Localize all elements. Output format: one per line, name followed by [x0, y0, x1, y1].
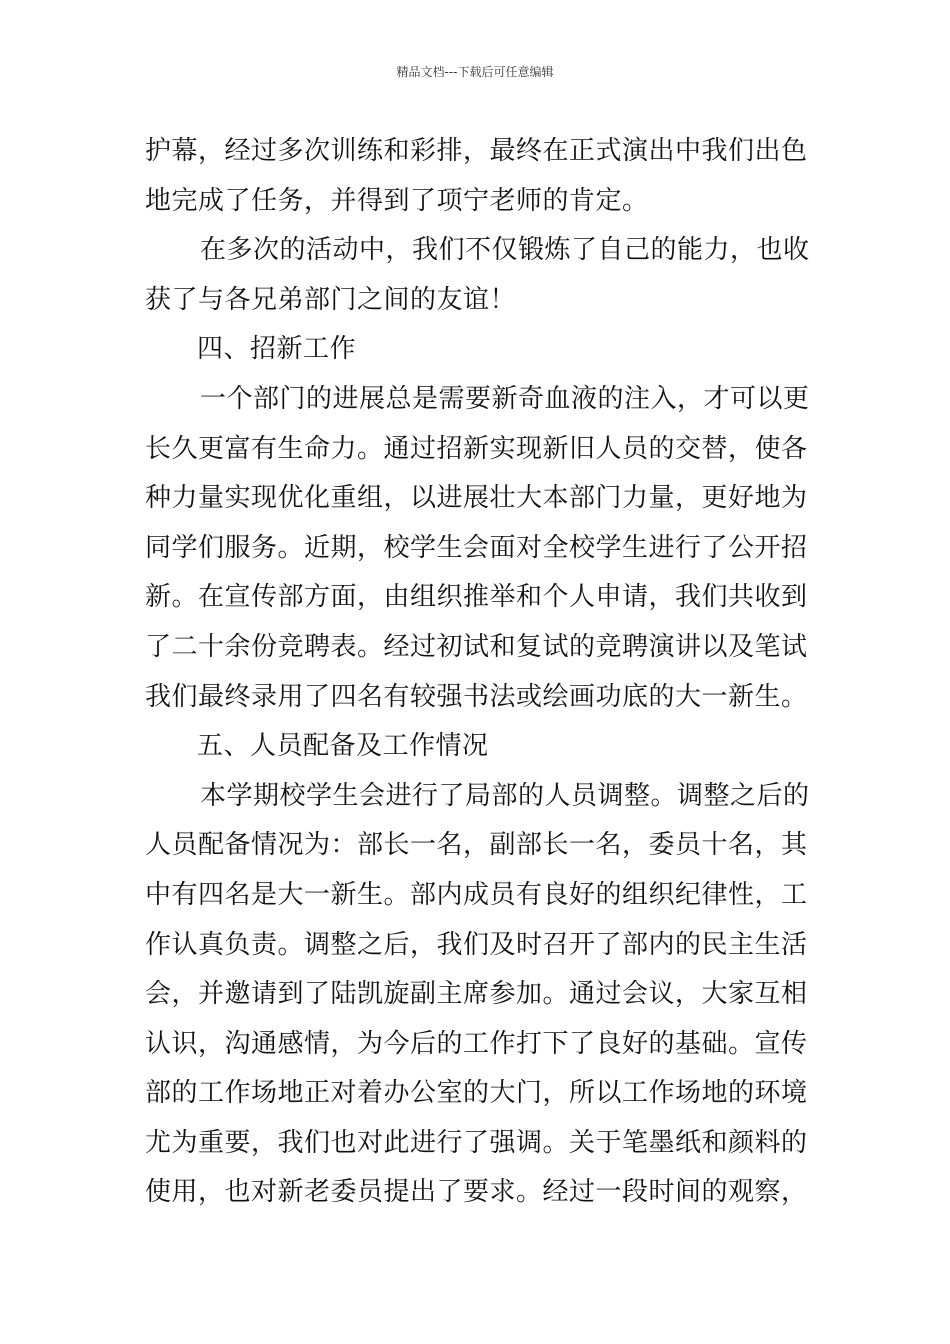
text-line: 会，并邀请到了陆凯旋副主席参加。通过会议，大家互相 — [145, 979, 808, 1010]
text-line: 使用，也对新老委员提出了要求。经过一段时间的观察， — [145, 1177, 808, 1208]
text-line: 作认真负责。调整之后，我们及时召开了部内的民主生活 — [145, 929, 808, 960]
text-line: 部的工作场地正对着办公室的大门，所以工作场地的环境 — [145, 1078, 808, 1109]
text-line: 中有四名是大一新生。部内成员有良好的组织纪律性，工 — [145, 879, 808, 910]
paragraph-start-line: 在多次的活动中，我们不仅锻炼了自己的能力，也收 — [200, 235, 810, 266]
text-line: 新。在宣传部方面，由组织推举和个人申请，我们共收到 — [145, 582, 808, 613]
paragraph-start-line: 本学期校学生会进行了局部的人员调整。调整之后的 — [200, 780, 810, 811]
paragraph-start-line: 一个部门的进展总是需要新奇血液的注入，才可以更 — [200, 383, 810, 414]
text-line: 获了与各兄弟部门之间的友谊！ — [145, 284, 517, 315]
page-header: 精品文档---下载后可任意编辑 — [396, 65, 554, 79]
text-line: 地完成了任务，并得到了项宁老师的肯定。 — [145, 185, 649, 216]
text-line: 尤为重要，我们也对此进行了强调。关于笔墨纸和颜料的 — [145, 1127, 808, 1158]
text-line: 护幕，经过多次训练和彩排，最终在正式演出中我们出色 — [145, 136, 808, 166]
text-line: 人员配备情况为：部长一名，副部长一名，委员十名，其 — [145, 830, 808, 861]
text-line: 我们最终录用了四名有较强书法或绘画功底的大一新生。 — [145, 681, 808, 712]
section-heading: 五、人员配备及工作情况 — [197, 731, 489, 762]
text-line: 长久更富有生命力。通过招新实现新旧人员的交替，使各 — [145, 433, 808, 464]
text-line: 认识，沟通感情，为今后的工作打下了良好的基础。宣传 — [145, 1028, 808, 1059]
section-heading: 四、招新工作 — [197, 334, 357, 365]
text-line: 同学们服务。近期，校学生会面对全校学生进行了公开招 — [145, 532, 808, 563]
text-line: 种力量实现优化重组，以进展壮大本部门力量，更好地为 — [145, 483, 808, 514]
text-line: 了二十余份竞聘表。经过初试和复试的竞聘演讲以及笔试 — [145, 631, 808, 662]
document-body — [145, 127, 810, 1218]
